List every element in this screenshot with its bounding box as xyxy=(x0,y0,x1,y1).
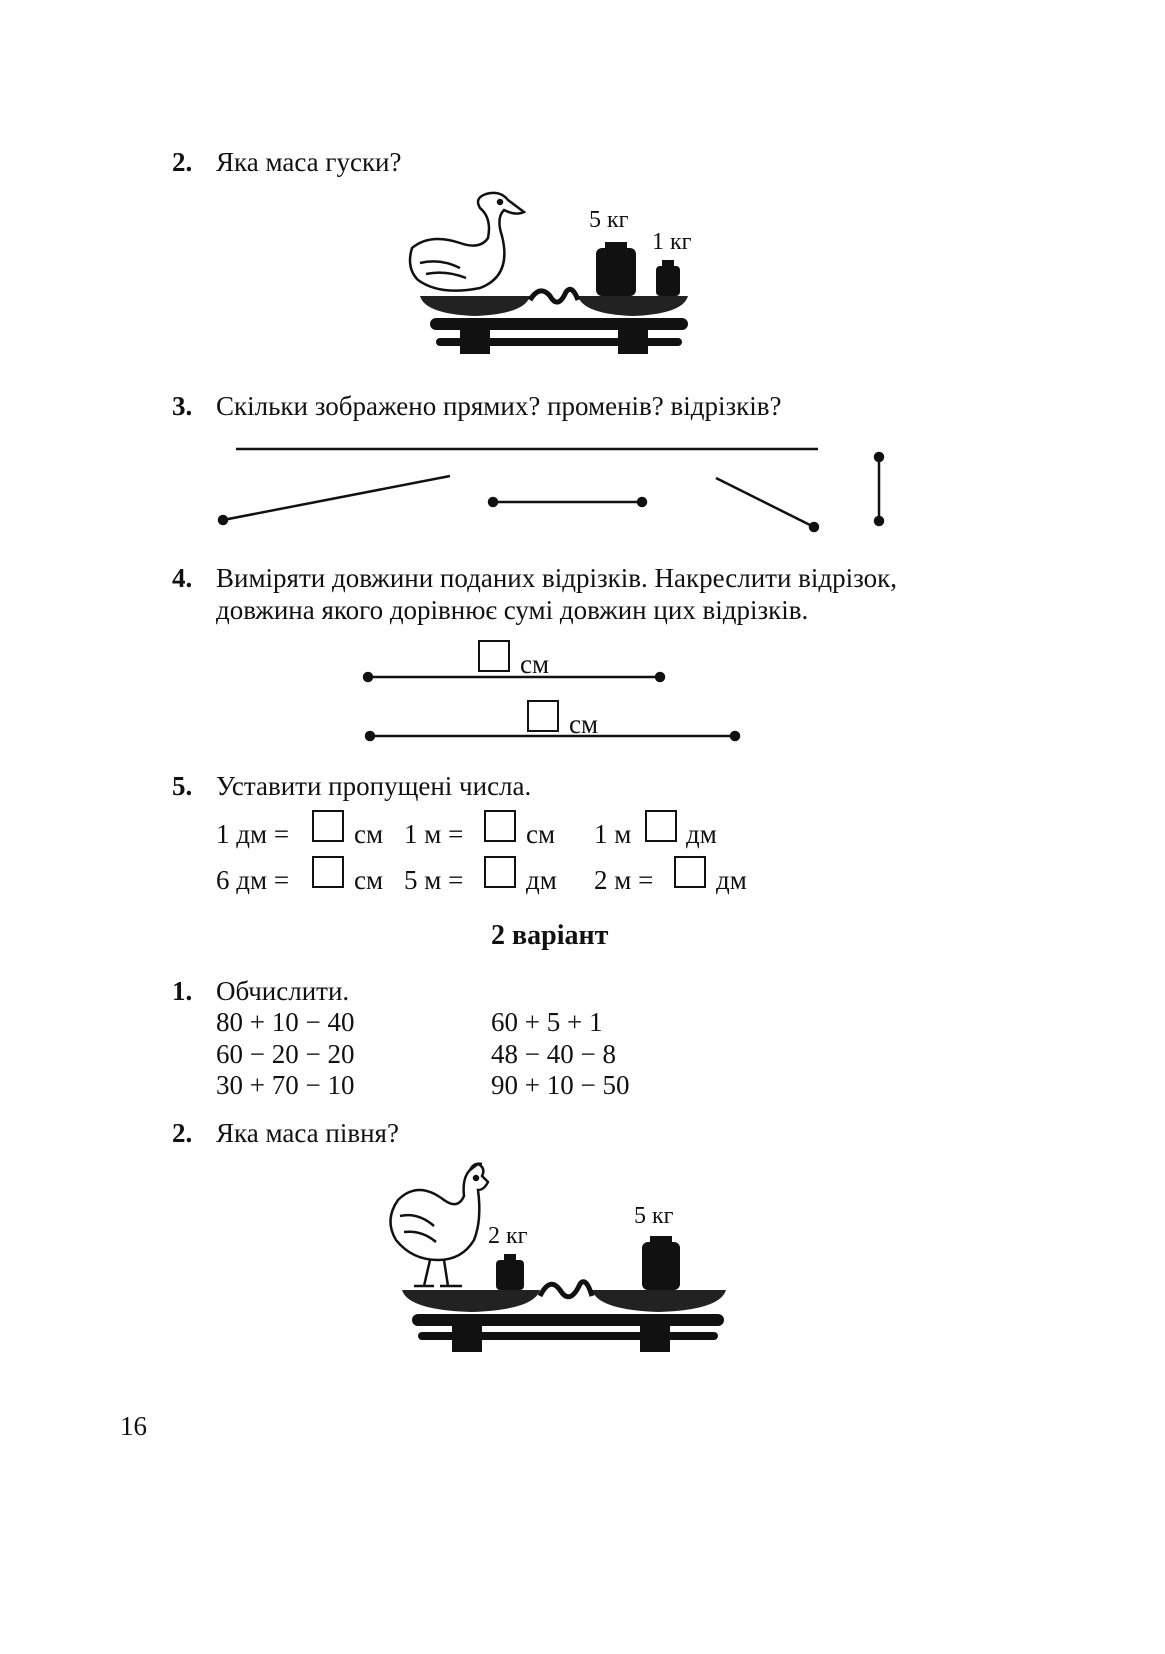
task3-question: Скільки зображено прямих? променів? відрізків? xyxy=(216,391,782,421)
task3-number: 3. xyxy=(172,391,193,421)
weight-2kg-icon xyxy=(496,1254,524,1290)
r2-c1-unit: см xyxy=(354,865,384,895)
task5-question: Уставити пропущені числа. xyxy=(216,771,532,801)
rooster-weight-left-label: 2 кг xyxy=(488,1223,528,1249)
r1-c2-box[interactable] xyxy=(484,810,516,842)
rooster-icon xyxy=(390,1164,488,1286)
goose-weight-left-label: 5 кг xyxy=(589,207,629,233)
expr-left-3: 30 + 70 − 10 xyxy=(216,1070,355,1100)
v2-task1-number: 1. xyxy=(172,976,193,1006)
expr-left-2: 60 − 20 − 20 xyxy=(216,1039,355,1069)
r1-c3-left: 1 м xyxy=(594,819,632,849)
r2-c2-box[interactable] xyxy=(484,856,516,888)
task2-number: 2. xyxy=(172,147,193,177)
rooster-weight-right-label: 5 кг xyxy=(634,1203,674,1229)
segment1-unit: см xyxy=(520,649,550,679)
task4-number: 4. xyxy=(172,563,193,593)
expr-right-2: 48 − 40 − 8 xyxy=(491,1039,616,1069)
goose-weight-right-label: 1 кг xyxy=(652,229,692,255)
r2-c2-unit: дм xyxy=(526,865,557,895)
expr-right-1: 60 + 5 + 1 xyxy=(491,1007,603,1037)
r2-c3-box[interactable] xyxy=(674,856,706,888)
r1-c1-box[interactable] xyxy=(312,810,344,842)
r1-c1-unit: см xyxy=(354,819,384,849)
v2-task1-question: Обчислити. xyxy=(216,976,350,1006)
r2-c3-unit: дм xyxy=(716,865,747,895)
task5-number: 5. xyxy=(172,771,193,801)
weight-5kg-icon-2 xyxy=(642,1236,680,1290)
r1-c1-left: 1 дм = xyxy=(216,819,290,849)
r1-c2-left: 1 м = xyxy=(404,819,464,849)
page-number: 16 xyxy=(120,1411,147,1441)
r1-c3-unit: дм xyxy=(686,819,717,849)
variant-heading: 2 варіант xyxy=(491,920,609,951)
task4-text-line2: довжина якого дорівнює сумі довжин цих відрізків. xyxy=(216,595,809,625)
v2-task2-number: 2. xyxy=(172,1118,193,1148)
r1-c2-unit: см xyxy=(526,819,556,849)
expr-left-1: 80 + 10 − 40 xyxy=(216,1007,355,1037)
r1-c3-box[interactable] xyxy=(645,810,677,842)
r2-c1-box[interactable] xyxy=(312,856,344,888)
expr-right-3: 90 + 10 − 50 xyxy=(491,1070,630,1100)
segment2-unit: см xyxy=(569,709,599,739)
rooster-scale-illustration xyxy=(378,1160,728,1356)
task4-text-line1: Виміряти довжини поданих відрізків. Накреслити відрізок, xyxy=(216,563,898,593)
r2-c3-left: 2 м = xyxy=(594,865,654,895)
measure-segments-figure xyxy=(0,0,1165,760)
r2-c2-left: 5 м = xyxy=(404,865,464,895)
task2-question: Яка маса гуски? xyxy=(216,147,402,177)
v2-task2-question: Яка маса півня? xyxy=(216,1118,399,1148)
r2-c1-left: 6 дм = xyxy=(216,865,290,895)
